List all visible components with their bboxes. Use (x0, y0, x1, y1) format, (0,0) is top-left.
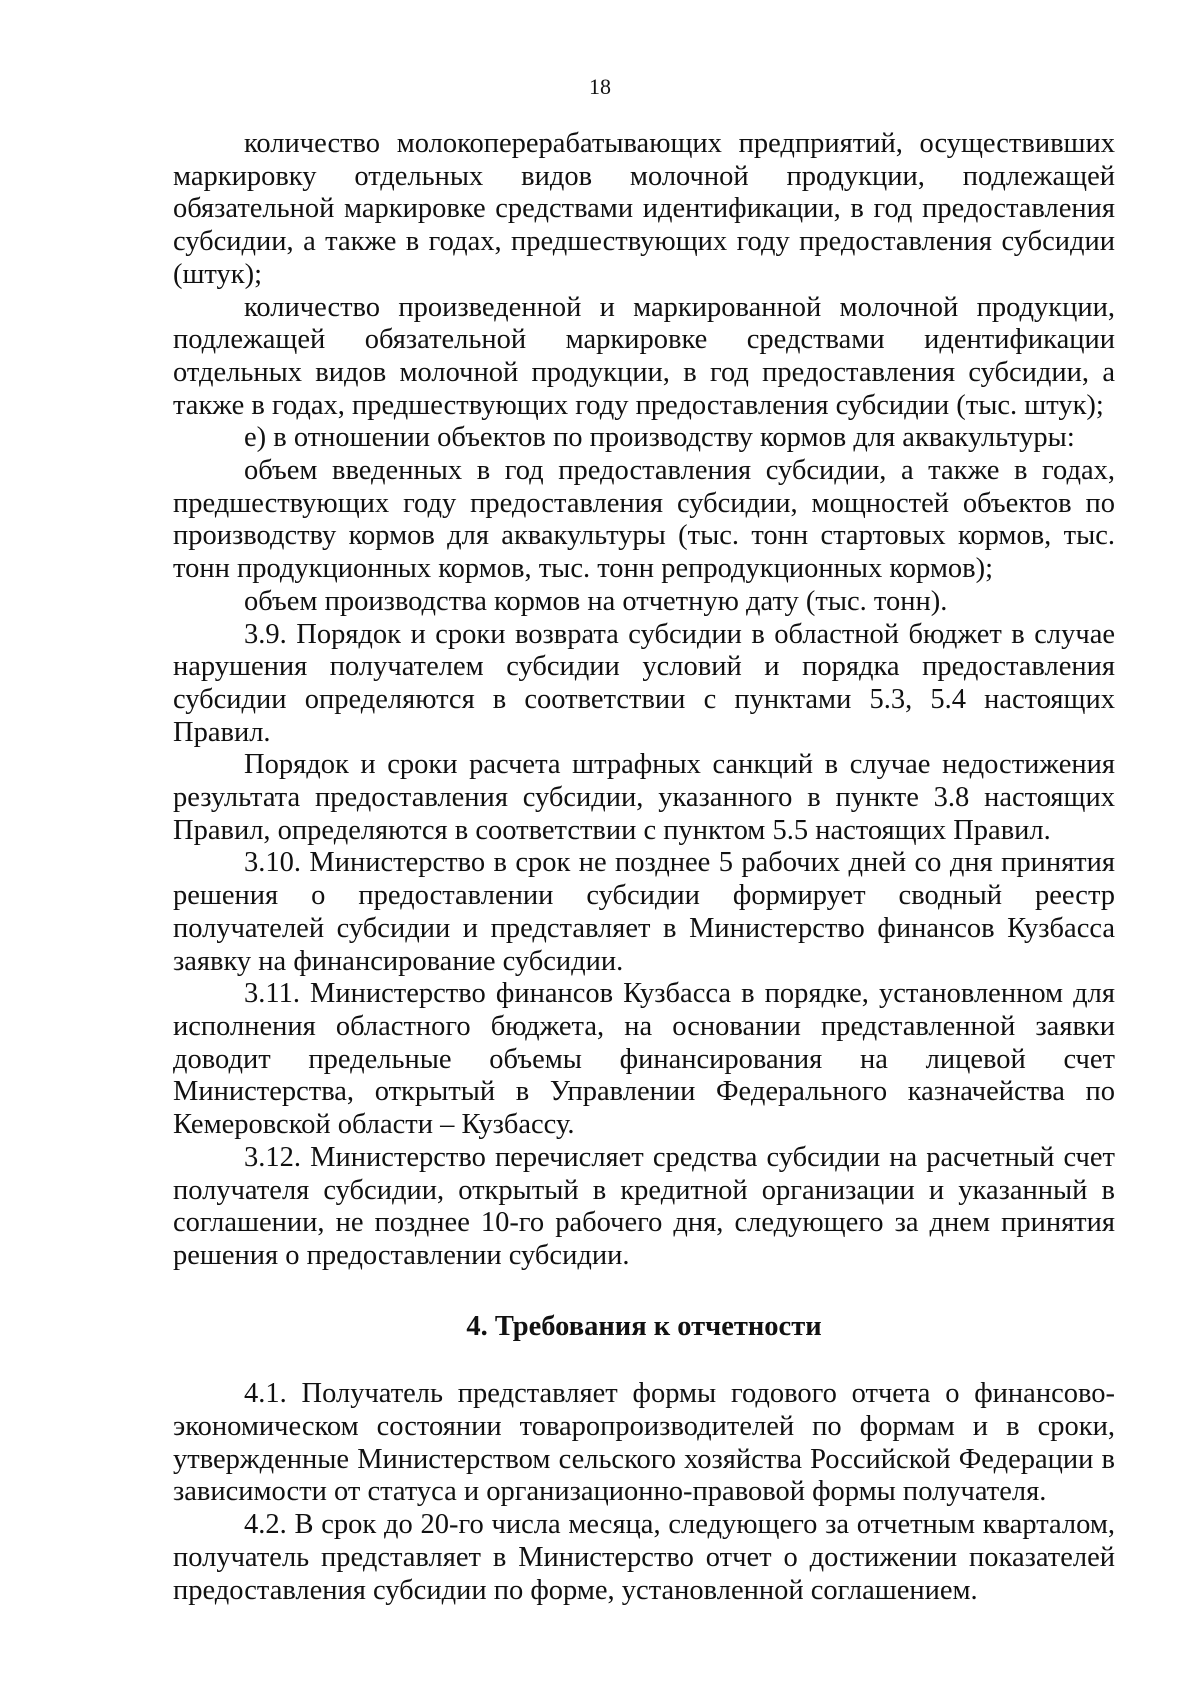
paragraph-3-9: 3.9. Порядок и сроки возврата субсидии в областной бюджет в случае нарушения получателем субсидии условий и порядка предоставления субсидии определяются в соответствии с пунктами 5.3, 5.4 настоящих Правил. (173, 618, 1115, 748)
paragraph-feed-production-volume: объем производства кормов на отчетную дату (тыс. тонн). (244, 585, 948, 617)
paragraph-3-11: 3.11. Министерство финансов Кузбасса в порядке, установленном для исполнения областного бюджета, на основании представленной заявки доводит предельные объемы финансирования на лицевой счет Министерства, открытый в Управлении Федерального казначейства по Кемеровской области – Кузбассу. (173, 978, 1115, 1141)
paragraph-dairy-enterprises-count: количество молокоперерабатывающих предприятий, осуществивших маркировку отдельных видов молочной продукции, подлежащей обязательной маркировке средствами идентификации, в год предоставления субсидии, а также в годах, предшествующих году предоставления субсидии (штук); (173, 128, 1115, 290)
page-number: 18 (589, 74, 611, 99)
section-heading-reporting: 4. Требования к отчетности (466, 1310, 822, 1342)
paragraph-dairy-products-count: количество произведенной и маркированной молочной продукции, подлежащей обязательной маркировке средствами идентификации отдельных видов молочной продукции, в год предоставления субсидии, а также в годах, предшествующих году предоставления субсидии (тыс. штук); (173, 291, 1115, 421)
paragraph-3-10: 3.10. Министерство в срок не позднее 5 рабочих дней со дня принятия решения о предоставлении субсидии формирует сводный реестр получателей субсидии и представляет в Министерство финансов Кузбасса заявку на финансирование субсидии. (173, 847, 1115, 977)
paragraph-4-1: 4.1. Получатель представляет формы годового отчета о финансово-экономическом состоянии товаропроизводителей по формам и в сроки, утвержденные Министерством сельского хозяйства Российской Федерации в зависимости от статуса и организационно-правовой формы получателя. (173, 1378, 1115, 1508)
document-body (173, 128, 1115, 1607)
paragraph-feed-capacity-volume: объем введенных в год предоставления субсидии, а также в годах, предшествующих году предоставления субсидии, мощностей объектов по производству кормов для аквакультуры (тыс. тонн стартовых кормов, тыс. тонн продукционных кормов, тыс. тонн репродукционных кормов); (173, 455, 1115, 585)
paragraph-penalties: Порядок и сроки расчета штрафных санкций в случае недостижения результата предоставления субсидии, указанного в пункте 3.8 настоящих Правил, определяются в соответствии с пунктом 5.5 настоящих Правил. (173, 749, 1115, 846)
paragraph-4-2: 4.2. В срок до 20-го числа месяца, следующего за отчетным кварталом, получатель представляет в Министерство отчет о достижении показателей предоставления субсидии по форме, установленной соглашением. (173, 1509, 1115, 1606)
paragraph-aquaculture-feed-intro: е) в отношении объектов по производству кормов для аквакультуры: (244, 422, 1075, 454)
paragraph-3-12: 3.12. Министерство перечисляет средства субсидии на расчетный счет получателя субсидии, открытый в кредитной организации и указанный в соглашении, не позднее 10-го рабочего дня, следующего за днем принятия решения о предоставлении субсидии. (173, 1141, 1115, 1271)
